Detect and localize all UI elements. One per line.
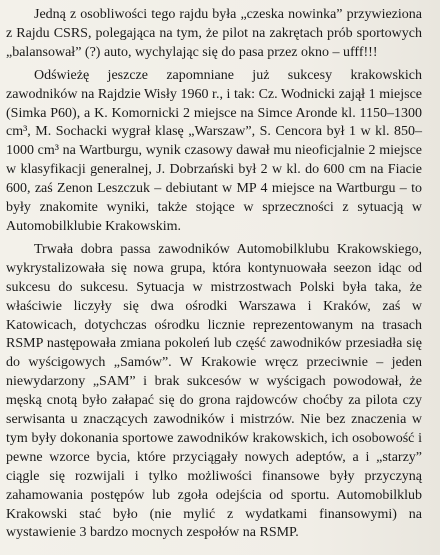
paragraph-1: Jedną z osobliwości tego rajdu była „czeska nowinka” przywieziona z Rajdu CSRS, polegająca na tym, że pilot na zakrętach prób sportowych „balansował” (?) auto, wychylając się do pasa przez okno – ufff!!! [6,7,422,60]
body-text [6,6,422,543]
paragraph-3: Trwała dobra passa zawodników Automobilklubu Krakowskiego, wykrystalizowała się nowa grupa, która kontynuowała seezon idąc od sukcesu do sukcesu. Sytuacja w mistrzostwach Polski była taka, że właściwie liczyły się dwa ośrodki Warszawa i Kraków, zaś w Katowicach, dotychczas ośrodku licznie reprezentowanym na trasach RSMP następowała zmiana pokoleń lub część zawodników przesiadła się do wyścigowych „Samów”. W Krakowie wręcz przeciwnie – jeden niewydarzony „SAM” i brak sukcesów w wyścigach powodował, że męską cnotą było załapać się do grona rajdowców choćby za pilota czy serwisanta u znaczących zawodników i mistrzów. Nie bez znaczenia w tym były dokonania sportowe zawodników krakowskich, ich osobowość i pewne wzorce bycia, które przyciągały nowych adeptów, a i „starzy” ciągle się rozwijali i tylko możliwości finansowe były przyczyną zahamowania postępów lub zgoła odejścia od sportu. Automobilklub Krakowski stać było (nie mylić z wydatkami finansowymi) na wystawienie 3 bardzo mocnych zespołów na RSMP. [6,241,422,541]
paragraph-2: Odświeżę jeszcze zapomniane już sukcesy krakowskich zawodników na Rajdzie Wisły 1960 r., i tak: Cz. Wodnicki zajął 1 miejsce (Simka P60), a K. Komornicki 2 miejsce na Simce Aronde kl. 1150–1300 cm³, M. Sochacki wygrał klasę „Warszaw”, S. Cencora był 1 w kl. 850–1000 cm³ na Wartburgu, wynik czasowy dawał mu nieoficjalnie 2 miejsce w klasyfikacji generalnej, J. Dobrzański był 2 w kl. do 600 cm na Fiacie 600, zaś Zenon Leszczuk – debiutant w MP 4 miejsce na Wartburgu – to były znakomite wyniki, także stojące w sprzeczności z sytuacją w Automobilklubie Krakowskim. [6,67,422,234]
